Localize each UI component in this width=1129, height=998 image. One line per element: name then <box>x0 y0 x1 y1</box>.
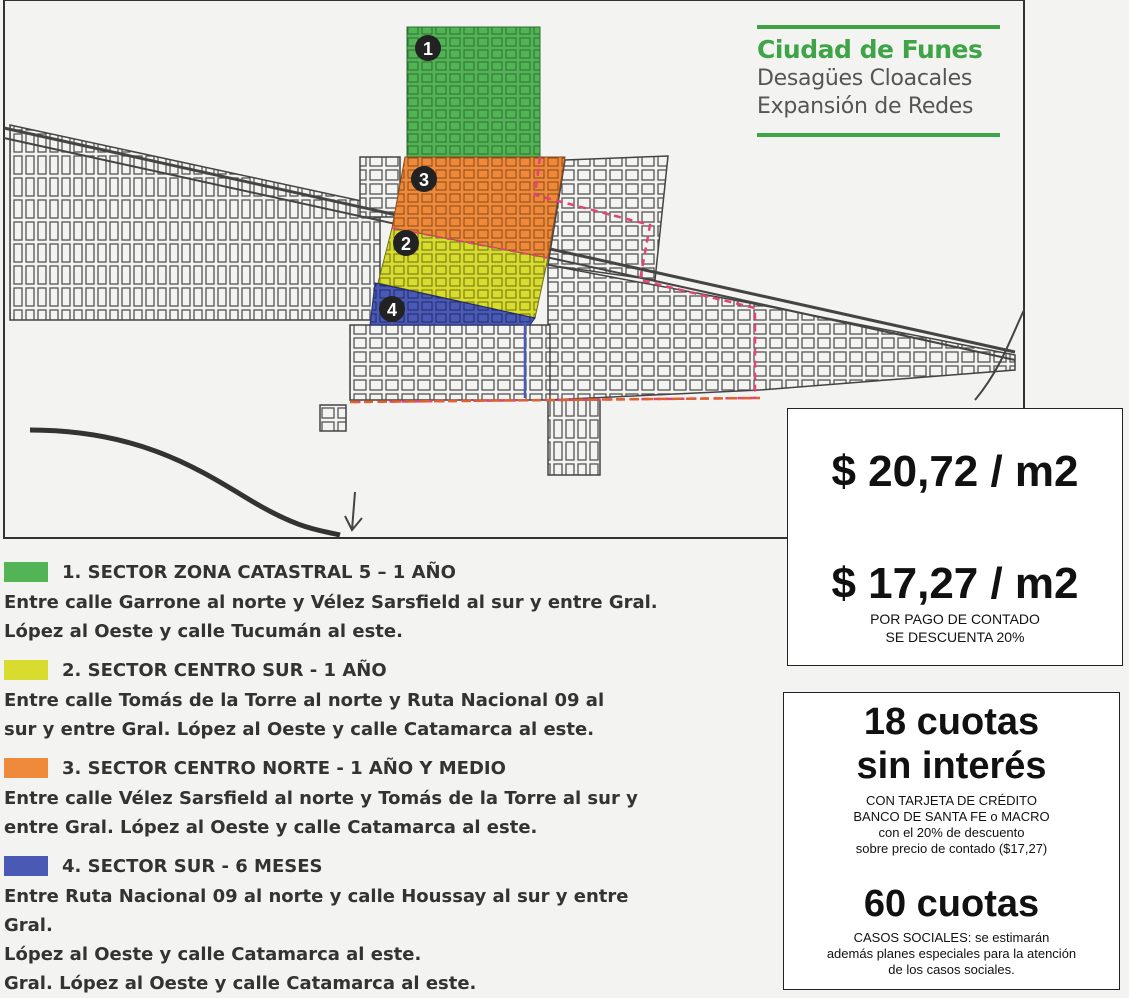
marker-4 <box>379 296 405 322</box>
sector-4-desc-line: Entre Ruta Nacional 09 al norte y calle Houssay al sur y entre <box>4 886 629 907</box>
marker-3-label: 3 <box>418 170 430 190</box>
sector-4-swatch <box>4 856 48 876</box>
price-discounted: $ 17,27 / m2 <box>831 559 1079 608</box>
legend-sector-3 <box>4 752 744 842</box>
urban-grid-south-extension <box>548 400 600 475</box>
quota-18-note: sobre precio de contado ($17,27) <box>855 841 1048 856</box>
sector-1-name: 1. SECTOR ZONA CATASTRAL 5 – 1 AÑO <box>62 561 456 583</box>
quota-18-subtitle: sin interés <box>856 745 1047 787</box>
quota-60-title: 60 cuotas <box>863 883 1040 925</box>
marker-1 <box>415 35 441 61</box>
marker-2-label: 2 <box>400 234 412 254</box>
sector-1-swatch <box>4 562 48 582</box>
legend-sector-4 <box>4 850 744 998</box>
sector-2-name: 2. SECTOR CENTRO SUR - 1 AÑO <box>62 659 387 681</box>
marker-2 <box>393 230 419 256</box>
map-subtitle-2: Expansión de Redes <box>757 94 974 119</box>
sector-4-desc-line: Gral. <box>4 915 53 936</box>
sector-1-desc-line: Entre calle Garrone al norte y Vélez Sarsfield al sur y entre Gral. <box>4 592 658 613</box>
sector-legend <box>4 556 744 998</box>
price-full: $ 20,72 / m2 <box>831 447 1079 496</box>
quota-60-note: de los casos sociales. <box>888 962 1015 977</box>
sector-3-swatch <box>4 758 48 778</box>
quota-18-note: BANCO DE SANTA FE o MACRO <box>853 809 1050 824</box>
map-title: Ciudad de Funes <box>757 35 983 64</box>
quota-60-note: CASOS SOCIALES: se estimarán <box>853 930 1050 945</box>
marker-4-label: 4 <box>386 300 398 320</box>
map-title-block <box>757 25 1000 137</box>
price-note-1: POR PAGO DE CONTADO <box>870 611 1040 627</box>
sector-4-name: 4. SECTOR SUR - 6 MESES <box>62 855 323 877</box>
sector-3-name: 3. SECTOR CENTRO NORTE - 1 AÑO Y MEDIO <box>62 757 506 779</box>
title-rule-bottom <box>757 133 1000 137</box>
urban-block-isolated <box>320 405 346 431</box>
sector-3-desc-line: entre Gral. López al Oeste y calle Catamarca al este. <box>4 817 538 838</box>
legend-sector-1 <box>4 556 744 646</box>
installments-box <box>783 692 1120 990</box>
title-rule-top <box>757 25 1000 29</box>
map-subtitle-1: Desagües Cloacales <box>757 66 973 91</box>
urban-grid-south <box>350 325 550 400</box>
price-note-2: SE DESCUENTA 20% <box>885 629 1025 645</box>
sector-4-desc-line: Gral. López al Oeste y calle Catamarca al este. <box>4 973 477 994</box>
sector-2-swatch <box>4 660 48 680</box>
legend-sector-2 <box>4 654 744 744</box>
quota-60-note: además planes especiales para la atención <box>826 946 1077 961</box>
sector-4-desc-line: López al Oeste y calle Catamarca al este. <box>4 944 422 965</box>
sector-1-desc-line: López al Oeste y calle Tucumán al este. <box>4 621 403 642</box>
marker-1-label: 1 <box>422 39 434 59</box>
price-box <box>787 408 1123 666</box>
marker-3 <box>411 166 437 192</box>
quota-18-note: CON TARJETA DE CRÉDITO <box>866 793 1037 808</box>
quota-18-title: 18 cuotas <box>863 701 1040 743</box>
sector-2-desc-line: sur y entre Gral. López al Oeste y calle Catamarca al este. <box>4 719 595 740</box>
quota-18-note: con el 20% de descuento <box>878 825 1025 840</box>
sector-2-desc-line: Entre calle Tomás de la Torre al norte y Ruta Nacional 09 al <box>4 690 605 711</box>
sector-3-desc-line: Entre calle Vélez Sarsfield al norte y Tomás de la Torre al sur y <box>4 788 638 809</box>
